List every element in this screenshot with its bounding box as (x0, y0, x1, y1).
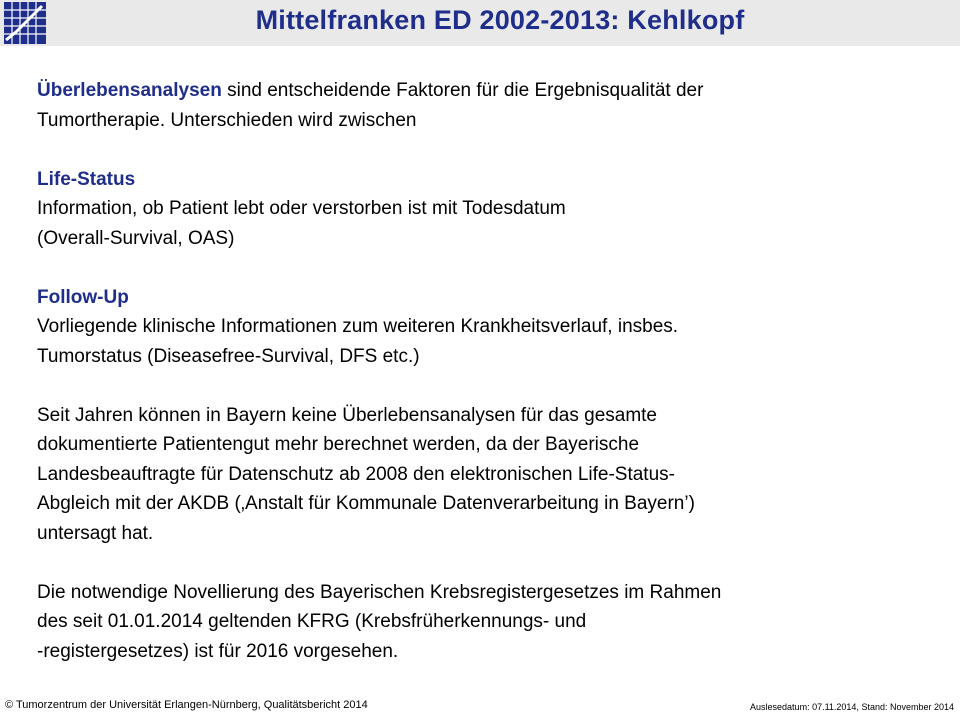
paragraph-4-line: -registergesetzes) ist für 2016 vorgesehen. (37, 640, 399, 662)
footer-copyright: © Tumorzentrum der Universität Erlangen-Nürnberg, Qualitätsbericht 2014 (5, 699, 368, 711)
page-title: Mittelfranken ED 2002-2013: Kehlkopf (255, 5, 745, 35)
intro-line-1 (37, 76, 917, 106)
life-status-line-1: Information, ob Patient lebt oder verstorben ist mit Todesdatum (37, 198, 566, 219)
follow-up-line-2: Tumorstatus (Diseasefree-Survival, DFS etc.) (37, 345, 420, 367)
main-text (37, 76, 917, 666)
intro-keyword: Überlebensanalysen (37, 80, 222, 101)
header-bar (0, 0, 960, 46)
footer-date: Auslesedatum: 07.11.2014, Stand: November 2014 (750, 702, 954, 712)
follow-up-heading: Follow-Up (37, 286, 129, 308)
paragraph-3-line: Abgleich mit der AKDB (‚Anstalt für Kommunale Datenverarbeitung in Bayern’) (37, 493, 695, 514)
life-status-heading: Life-Status (37, 168, 136, 190)
paragraph-3-line: untersagt hat. (37, 522, 154, 544)
paragraph-3-line: Landesbeauftragte für Datenschutz ab 2008 den elektronischen Life-Status- (37, 463, 675, 485)
follow-up-line-1: Vorliegende klinische Informationen zum weiteren Krankheitsverlauf, insbes. (37, 316, 679, 337)
life-status-line-2: (Overall-Survival, OAS) (37, 227, 235, 249)
intro-line-2: Tumortherapie. Unterschieden wird zwischen (37, 109, 417, 131)
tumorzentrum-grid-logo-icon (4, 2, 46, 44)
paragraph-3-line: dokumentierte Patientengut mehr berechnet werden, da der Bayerische (37, 434, 640, 455)
paragraph-3-line: Seit Jahren können in Bayern keine Überlebensanalysen für das gesamte (37, 404, 657, 426)
paragraph-4-line: des seit 01.01.2014 geltenden KFRG (Krebsfrüherkennungs- und (37, 611, 587, 632)
paragraph-4-line: Die notwendige Novellierung des Bayerischen Krebsregistergesetzes im Rahmen (37, 581, 722, 603)
intro-line-1-rest: sind entscheidende Faktoren für die Ergebnisqualität der (221, 80, 704, 101)
